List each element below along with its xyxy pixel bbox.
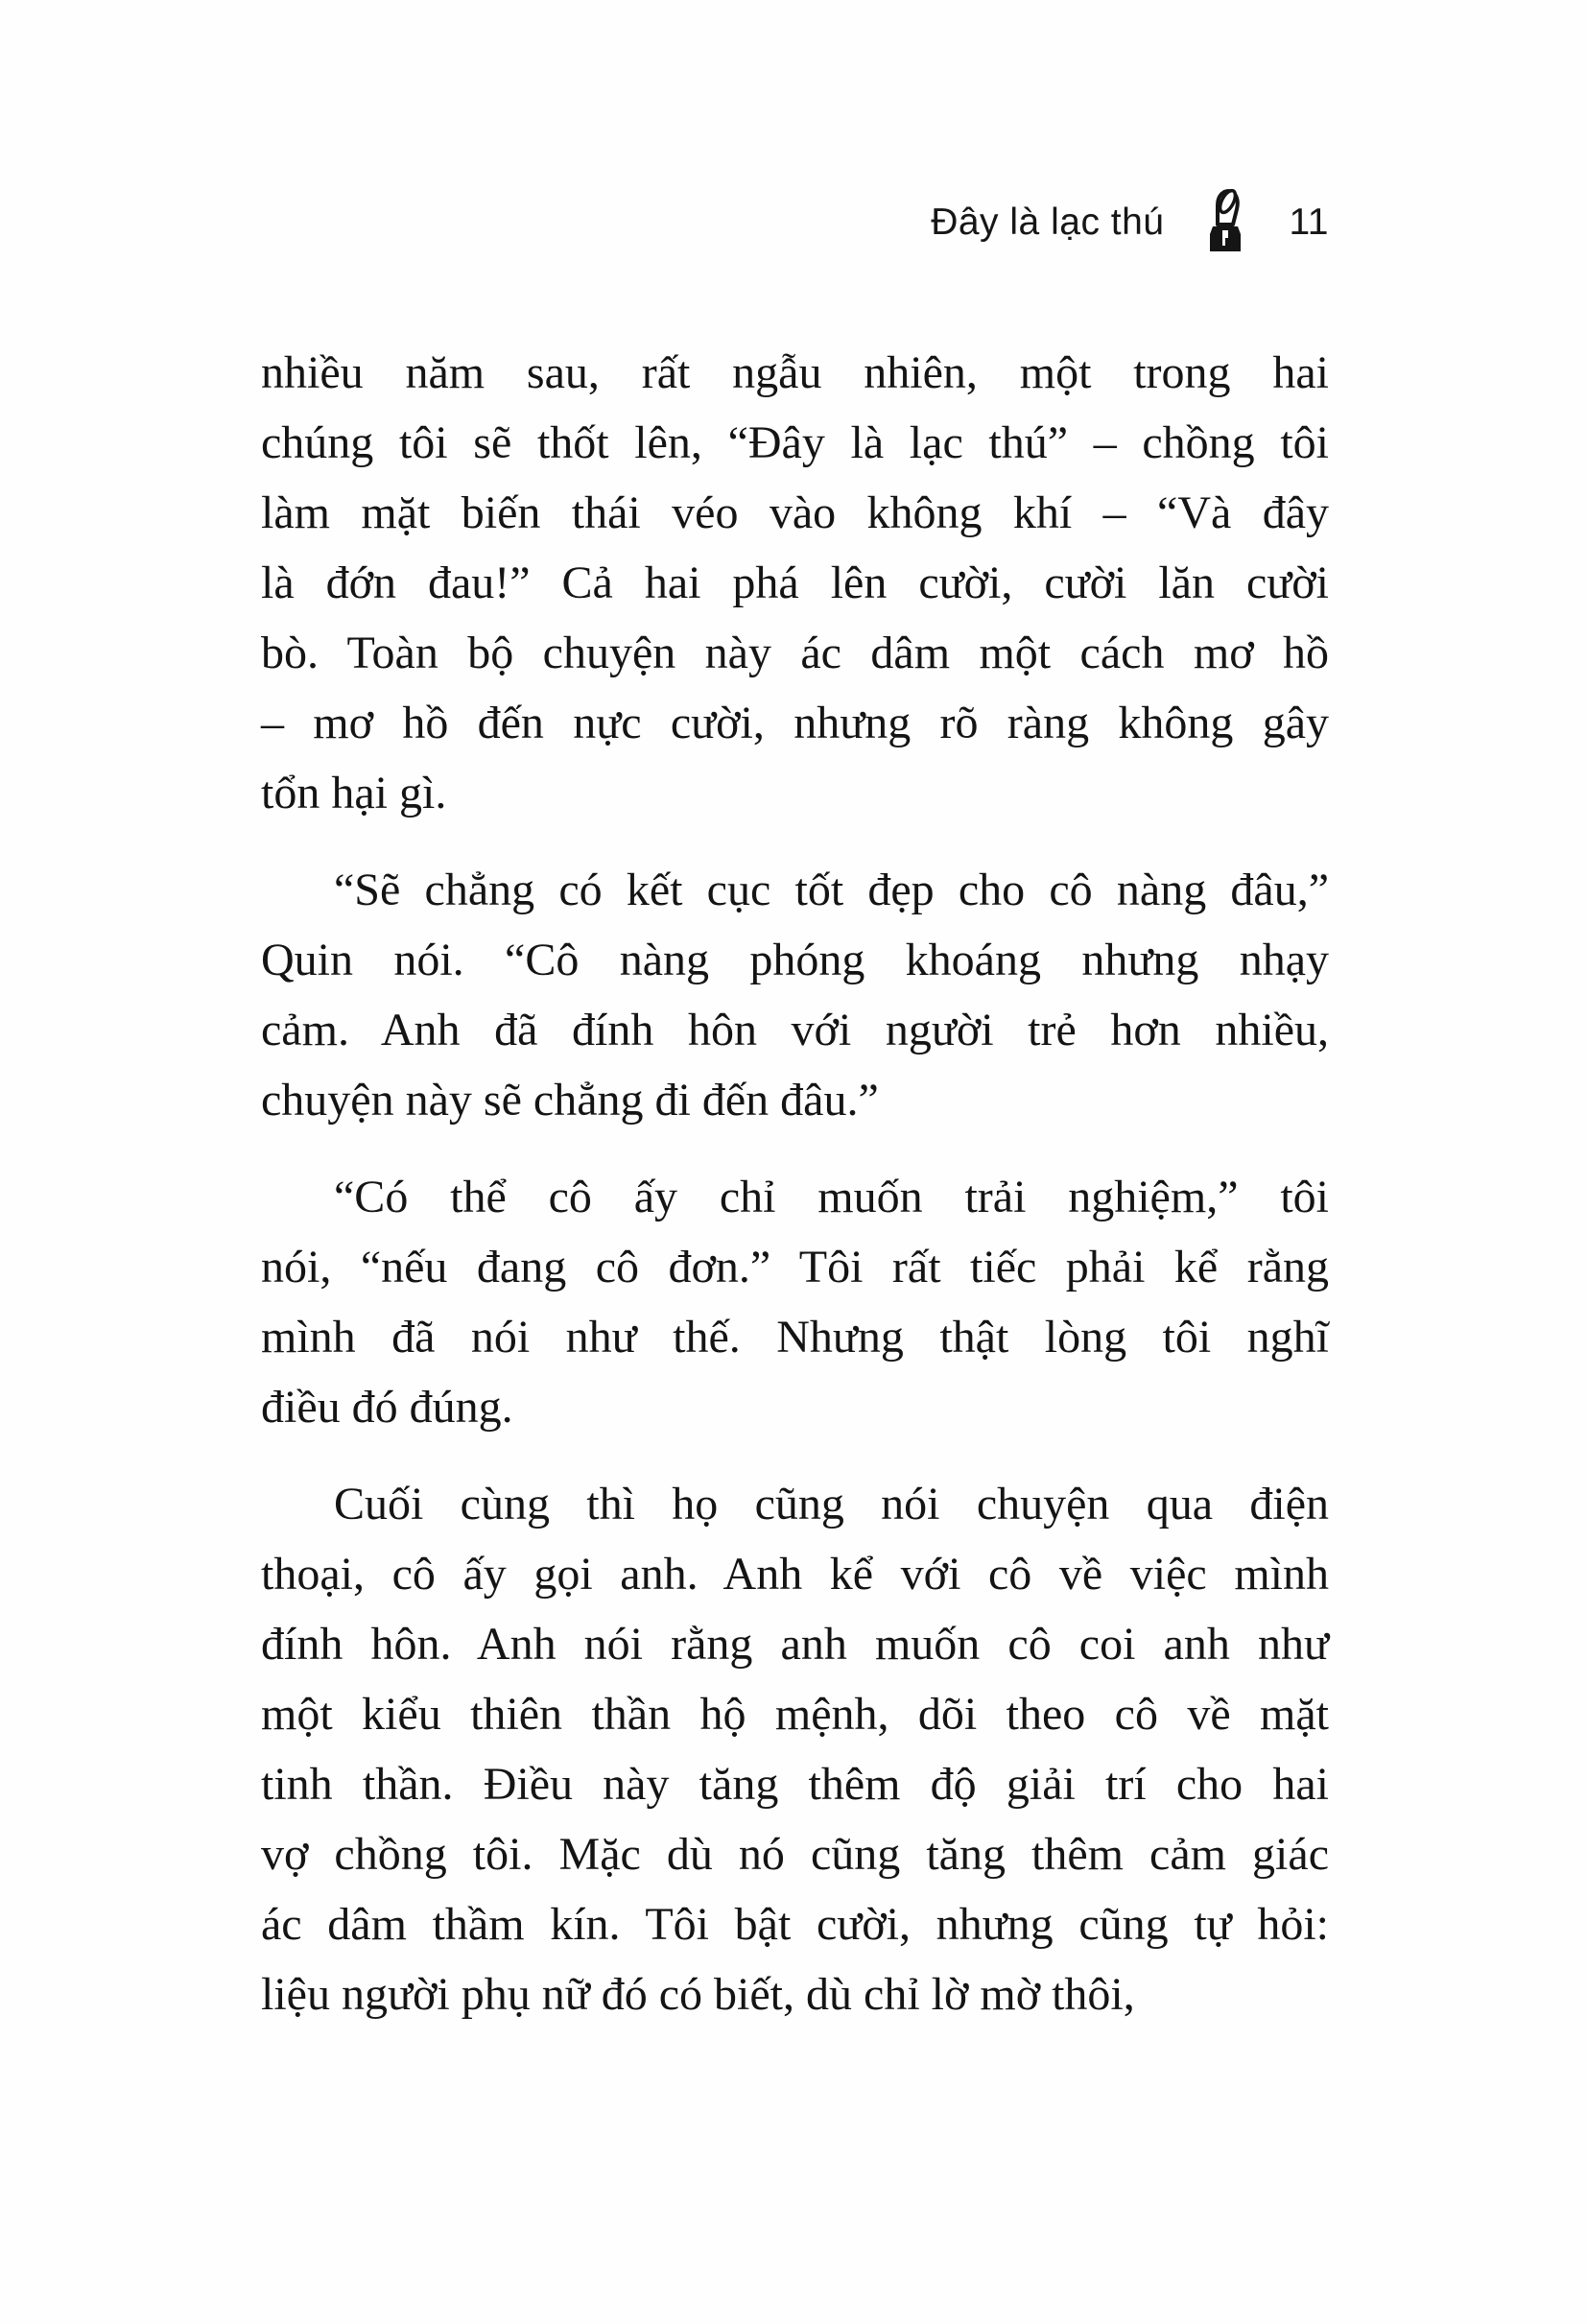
text-line: “Sẽ chẳng có kết cục tốt đẹp cho cô nàng đâu,”: [334, 865, 1329, 915]
text-line: tinh thần. Điều này tăng thêm độ giải trí cho hai: [261, 1759, 1329, 1810]
page-body: [261, 338, 1329, 2056]
lipstick-icon: [1205, 188, 1245, 257]
running-title: Đây là lạc thú: [931, 202, 1165, 243]
text-line: tổn hại gì.: [261, 768, 447, 818]
text-line: điều đó đúng.: [261, 1382, 513, 1433]
paragraph: [261, 338, 1329, 828]
text-line: mình đã nói như thế. Nhưng thật lòng tôi nghĩ: [261, 1312, 1329, 1363]
text-line: “Có thể cô ấy chỉ muốn trải nghiệm,” tôi: [334, 1172, 1329, 1222]
text-line: Cuối cùng thì họ cũng nói chuyện qua điện: [334, 1479, 1329, 1530]
text-line: nói, “nếu đang cô đơn.” Tôi rất tiếc phải kể rằng: [261, 1242, 1329, 1292]
paragraph: [261, 1162, 1329, 1442]
text-line: vợ chồng tôi. Mặc dù nó cũng tăng thêm cảm giác: [261, 1829, 1329, 1880]
text-line: ác dâm thầm kín. Tôi bật cười, nhưng cũng tự hỏi:: [261, 1899, 1329, 1950]
text-line: nhiều năm sau, rất ngẫu nhiên, một trong hai: [261, 347, 1329, 398]
paragraph: [261, 855, 1329, 1135]
text-line: liệu người phụ nữ đó có biết, dù chỉ lờ mờ thôi,: [261, 1969, 1135, 2020]
page-header: [261, 188, 1329, 257]
text-line: bò. Toàn bộ chuyện này ác dâm một cách mơ hồ: [261, 628, 1329, 678]
text-line: Quin nói. “Cô nàng phóng khoáng nhưng nhạy: [261, 935, 1329, 985]
text-line: chúng tôi sẽ thốt lên, “Đây là lạc thú” – chồng tôi: [261, 417, 1329, 468]
text-line: thoại, cô ấy gọi anh. Anh kể với cô về việc mình: [261, 1549, 1329, 1600]
text-line: – mơ hồ đến nực cười, nhưng rõ ràng không gây: [261, 698, 1329, 748]
text-line: một kiểu thiên thần hộ mệnh, dõi theo cô về mặt: [261, 1689, 1329, 1740]
paragraph: [261, 1469, 1329, 2029]
text-line: là đớn đau!” Cả hai phá lên cười, cười lăn cười: [261, 557, 1329, 608]
page-number: 11: [1289, 202, 1329, 243]
text-line: cảm. Anh đã đính hôn với người trẻ hơn nhiều,: [261, 1005, 1329, 1055]
text-line: chuyện này sẽ chẳng đi đến đâu.”: [261, 1075, 879, 1126]
text-line: đính hôn. Anh nói rằng anh muốn cô coi anh như: [261, 1619, 1329, 1670]
text-line: làm mặt biến thái véo vào không khí – “Và đây: [261, 487, 1329, 538]
